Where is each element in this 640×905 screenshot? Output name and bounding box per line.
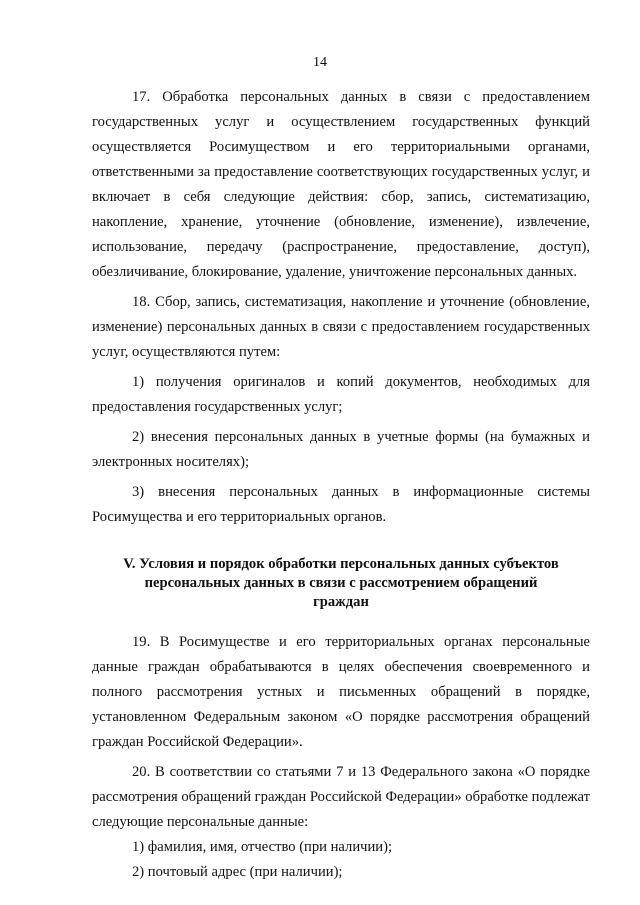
section-heading: V. Условия и порядок обработки персональных данных субъектов персональных данных в связи с рассмотрением обращений граждан	[123, 556, 559, 610]
page-number: 14	[313, 55, 327, 70]
document-body	[92, 85, 590, 885]
paragraph-18: 18. Сбор, запись, систематизация, накопление и уточнение (обновление, изменение) персональных данных в связи с предоставлением государственных услуг, осуществляются путем:	[92, 294, 590, 360]
paragraph-18-item-1: 1) получения оригиналов и копий документов, необходимых для предоставления государственных услуг;	[92, 374, 590, 415]
paragraph-20: 20. В соответствии со статьями 7 и 13 Федерального закона «О порядке рассмотрения обращений граждан Российской Федерации» обработке подлежат следующие персональные данные:	[92, 764, 590, 830]
paragraph-18-item-2: 2) внесения персональных данных в учетные формы (на бумажных и электронных носителях);	[92, 429, 590, 470]
paragraph-18-item-3: 3) внесения персональных данных в информационные системы Росимущества и его территориальных органов.	[92, 484, 590, 525]
paragraph-17: 17. Обработка персональных данных в связи с предоставлением государственных услуг и осуществлением государственных функций осуществляется Росимуществом и его территориальными органами, ответственными за предоставление соответствующих государственных услуг, и включает в себя следующие действия: сбор, запись, систематизацию, накопление, хранение, уточнение (обновление, изменение), извлечение, использование, передачу (распространение, предоставление, доступ), обезличивание, блокирование, удаление, уничтожение персональных данных.	[92, 89, 590, 280]
paragraph-19: 19. В Росимуществе и его территориальных органах персональные данные граждан обрабатываются в целях обеспечения своевременного и полного рассмотрения устных и письменных обращений в порядке, установленном Федеральным законом «О порядке рассмотрения обращений граждан Российской Федерации».	[92, 634, 590, 750]
list-item: 1) фамилия, имя, отчество (при наличии);	[132, 839, 393, 855]
list-item: 2) почтовый адрес (при наличии);	[132, 864, 343, 880]
